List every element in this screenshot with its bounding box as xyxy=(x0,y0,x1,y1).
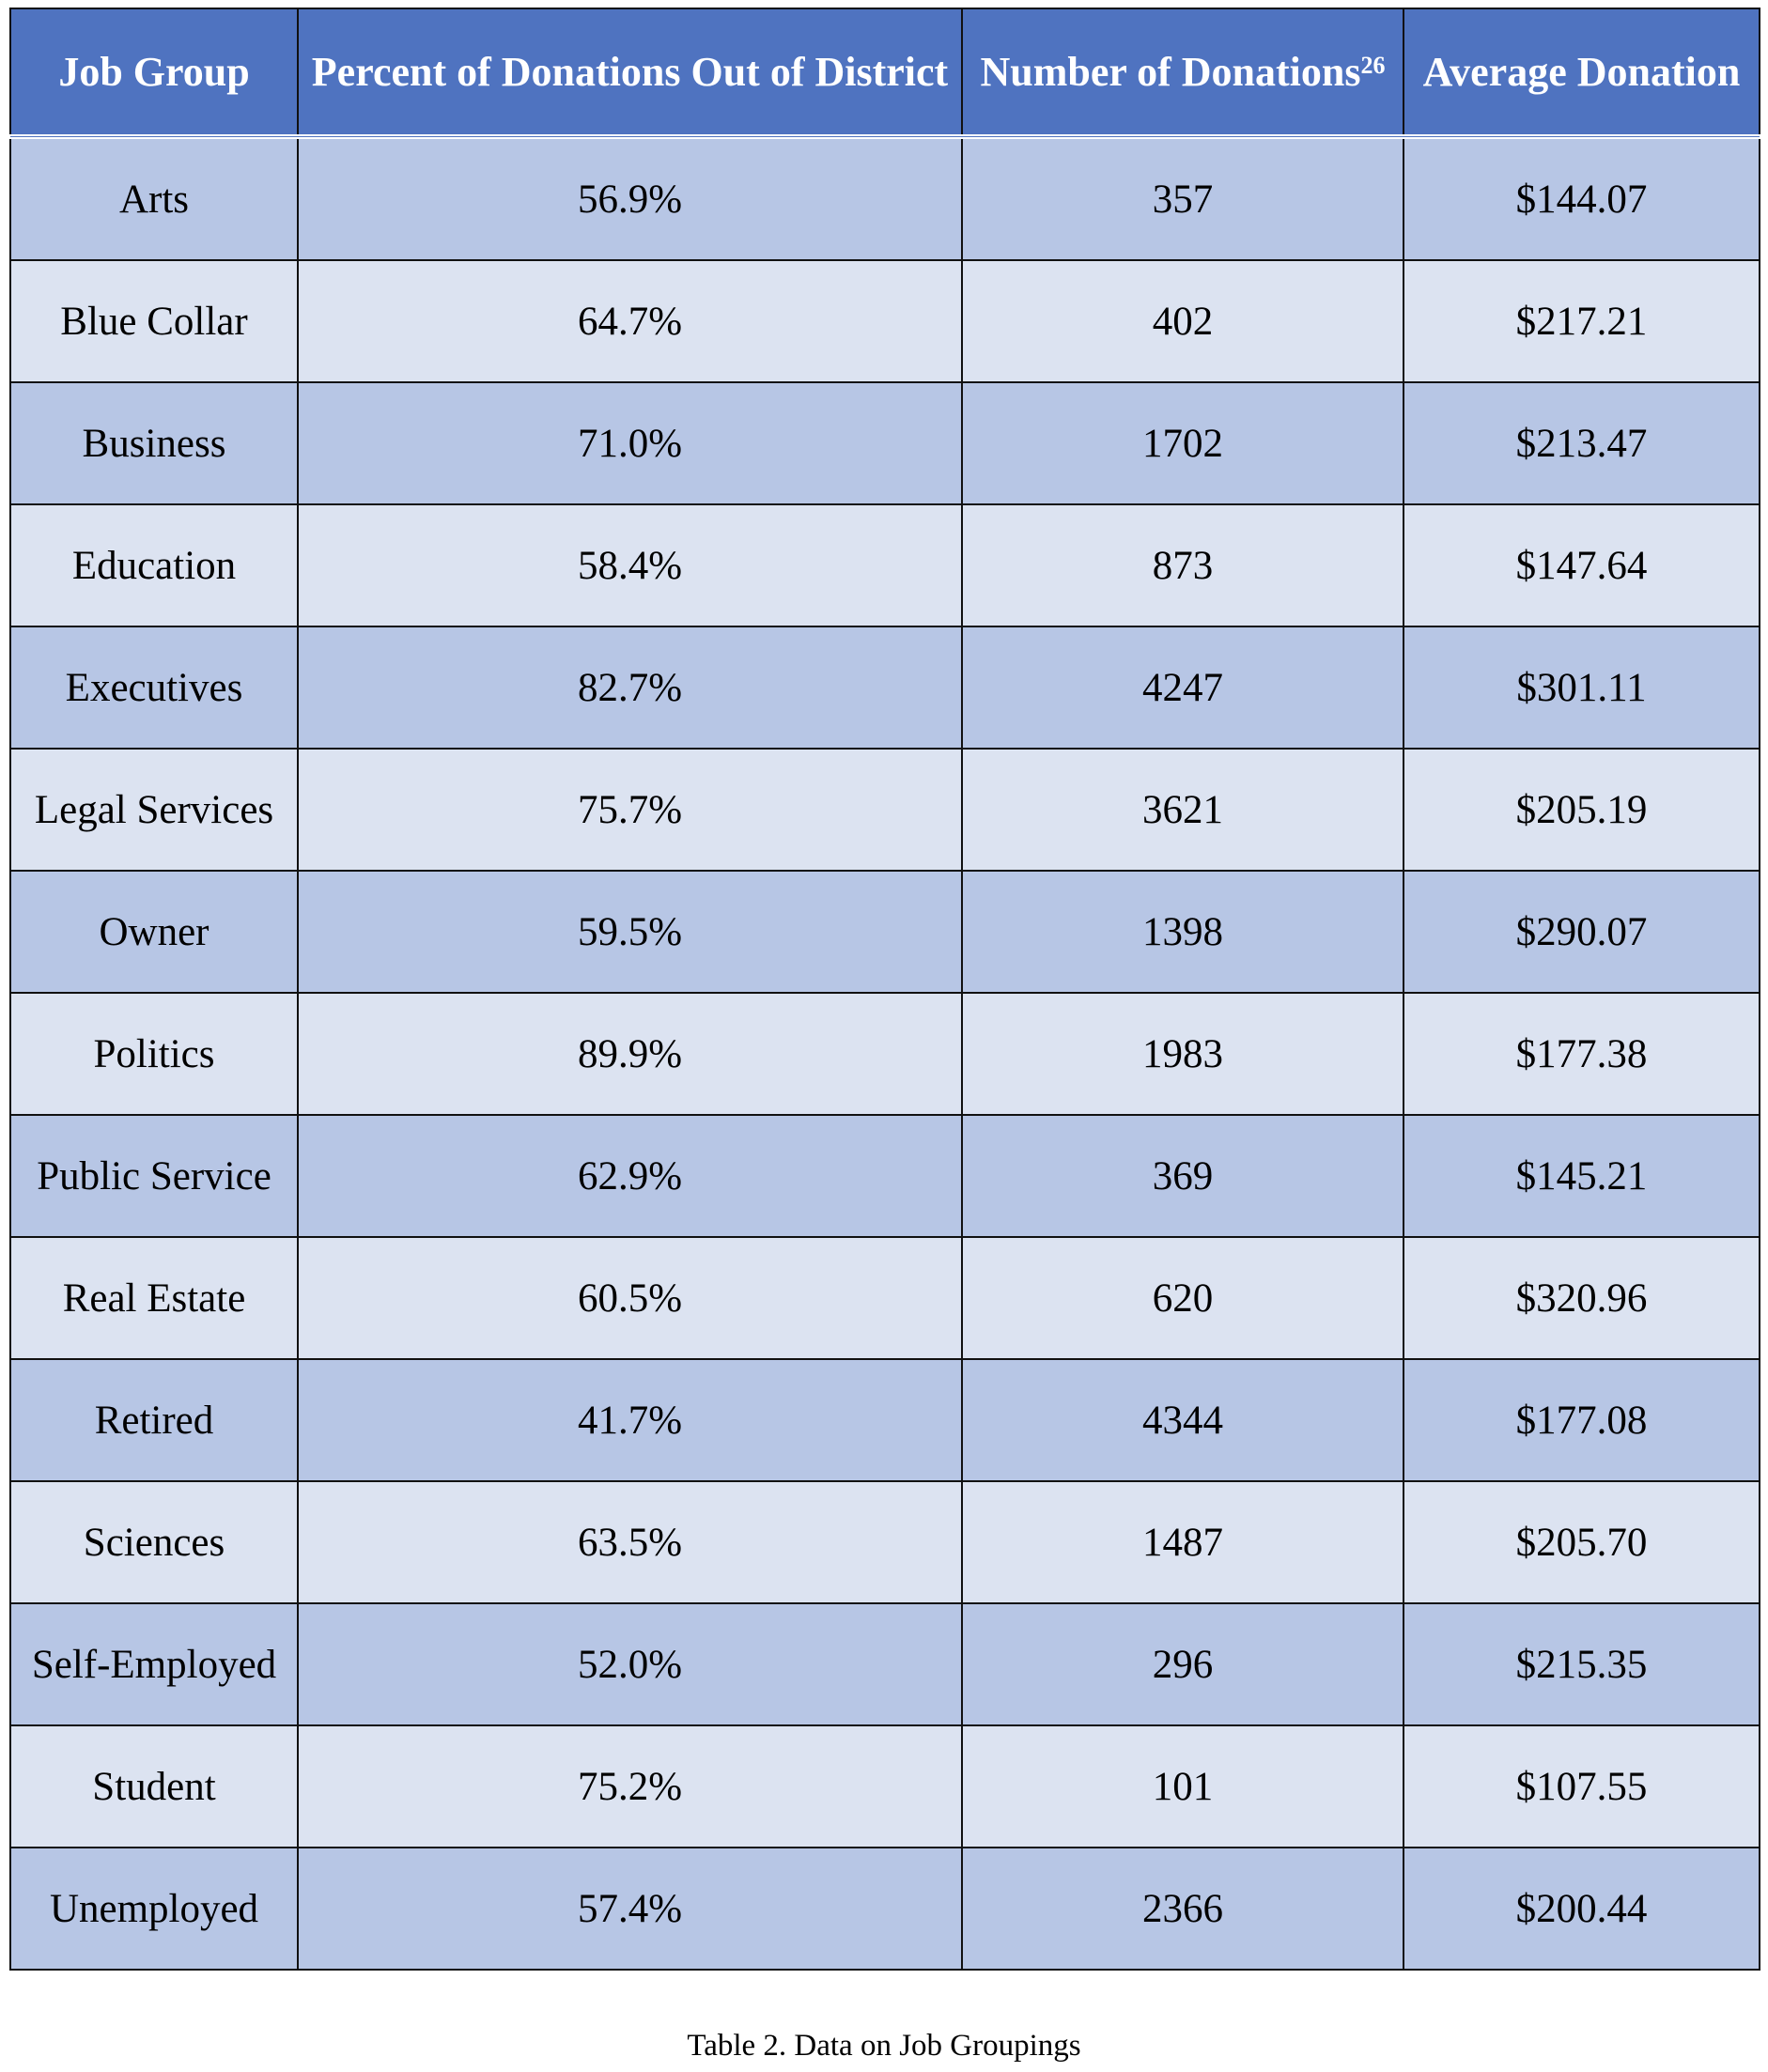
cell-average-donation: $290.07 xyxy=(1404,871,1760,993)
table-row xyxy=(10,993,1760,1115)
table-row xyxy=(10,1603,1760,1725)
cell-percent-out-of-district: 75.2% xyxy=(298,1725,962,1848)
table-row xyxy=(10,1115,1760,1237)
cell-average-donation: $213.47 xyxy=(1404,382,1760,504)
table-row xyxy=(10,1725,1760,1848)
cell-number-of-donations: 1398 xyxy=(962,871,1404,993)
table-row xyxy=(10,1848,1760,1970)
cell-percent-out-of-district: 56.9% xyxy=(298,137,962,261)
cell-average-donation: $147.64 xyxy=(1404,504,1760,626)
cell-average-donation: $320.96 xyxy=(1404,1237,1760,1359)
cell-number-of-donations: 1983 xyxy=(962,993,1404,1115)
cell-job-group: Sciences xyxy=(10,1481,298,1603)
cell-percent-out-of-district: 64.7% xyxy=(298,260,962,382)
cell-number-of-donations: 1487 xyxy=(962,1481,1404,1603)
cell-job-group: Executives xyxy=(10,626,298,749)
cell-percent-out-of-district: 52.0% xyxy=(298,1603,962,1725)
cell-job-group: Owner xyxy=(10,871,298,993)
table-row xyxy=(10,1359,1760,1481)
table-row xyxy=(10,137,1760,261)
footnote-marker: 26 xyxy=(1360,52,1386,79)
cell-job-group: Arts xyxy=(10,137,298,261)
cell-number-of-donations: 101 xyxy=(962,1725,1404,1848)
header-number-of-donations xyxy=(962,8,1404,137)
cell-job-group: Retired xyxy=(10,1359,298,1481)
table-row xyxy=(10,1481,1760,1603)
cell-job-group: Blue Collar xyxy=(10,260,298,382)
cell-job-group: Student xyxy=(10,1725,298,1848)
cell-number-of-donations: 2366 xyxy=(962,1848,1404,1970)
cell-number-of-donations: 402 xyxy=(962,260,1404,382)
cell-percent-out-of-district: 63.5% xyxy=(298,1481,962,1603)
cell-job-group: Politics xyxy=(10,993,298,1115)
header-average-donation: Average Donation xyxy=(1404,8,1760,137)
cell-number-of-donations: 357 xyxy=(962,137,1404,261)
cell-number-of-donations: 620 xyxy=(962,1237,1404,1359)
cell-average-donation: $301.11 xyxy=(1404,626,1760,749)
cell-number-of-donations: 1702 xyxy=(962,382,1404,504)
table-body xyxy=(10,137,1760,1971)
cell-percent-out-of-district: 71.0% xyxy=(298,382,962,504)
cell-average-donation: $177.08 xyxy=(1404,1359,1760,1481)
cell-percent-out-of-district: 82.7% xyxy=(298,626,962,749)
cell-average-donation: $205.70 xyxy=(1404,1481,1760,1603)
cell-number-of-donations: 296 xyxy=(962,1603,1404,1725)
cell-number-of-donations: 4344 xyxy=(962,1359,1404,1481)
cell-percent-out-of-district: 59.5% xyxy=(298,871,962,993)
cell-average-donation: $205.19 xyxy=(1404,749,1760,871)
table-row xyxy=(10,260,1760,382)
cell-number-of-donations: 3621 xyxy=(962,749,1404,871)
job-groupings-table-container xyxy=(9,8,1759,1971)
cell-job-group: Business xyxy=(10,382,298,504)
cell-job-group: Education xyxy=(10,504,298,626)
table-row xyxy=(10,382,1760,504)
cell-number-of-donations: 369 xyxy=(962,1115,1404,1237)
cell-job-group: Legal Services xyxy=(10,749,298,871)
cell-average-donation: $107.55 xyxy=(1404,1725,1760,1848)
cell-percent-out-of-district: 89.9% xyxy=(298,993,962,1115)
cell-job-group: Real Estate xyxy=(10,1237,298,1359)
cell-average-donation: $217.21 xyxy=(1404,260,1760,382)
cell-number-of-donations: 4247 xyxy=(962,626,1404,749)
cell-job-group: Self-Employed xyxy=(10,1603,298,1725)
table-row xyxy=(10,504,1760,626)
cell-percent-out-of-district: 58.4% xyxy=(298,504,962,626)
header-percent-out-of-district: Percent of Donations Out of District xyxy=(298,8,962,137)
cell-average-donation: $177.38 xyxy=(1404,993,1760,1115)
cell-job-group: Unemployed xyxy=(10,1848,298,1970)
job-groupings-table xyxy=(9,8,1760,1971)
header-row xyxy=(10,8,1760,137)
cell-percent-out-of-district: 60.5% xyxy=(298,1237,962,1359)
header-job-group: Job Group xyxy=(10,8,298,137)
cell-number-of-donations: 873 xyxy=(962,504,1404,626)
table-row xyxy=(10,1237,1760,1359)
table-row xyxy=(10,626,1760,749)
cell-job-group: Public Service xyxy=(10,1115,298,1237)
cell-percent-out-of-district: 57.4% xyxy=(298,1848,962,1970)
cell-average-donation: $145.21 xyxy=(1404,1115,1760,1237)
cell-percent-out-of-district: 75.7% xyxy=(298,749,962,871)
header-number-of-donations-label: Number of Donations xyxy=(980,49,1361,95)
cell-average-donation: $215.35 xyxy=(1404,1603,1760,1725)
cell-average-donation: $200.44 xyxy=(1404,1848,1760,1970)
table-row xyxy=(10,871,1760,993)
cell-average-donation: $144.07 xyxy=(1404,137,1760,261)
table-caption: Table 2. Data on Job Groupings xyxy=(687,2029,1081,2063)
cell-percent-out-of-district: 62.9% xyxy=(298,1115,962,1237)
table-row xyxy=(10,749,1760,871)
cell-percent-out-of-district: 41.7% xyxy=(298,1359,962,1481)
